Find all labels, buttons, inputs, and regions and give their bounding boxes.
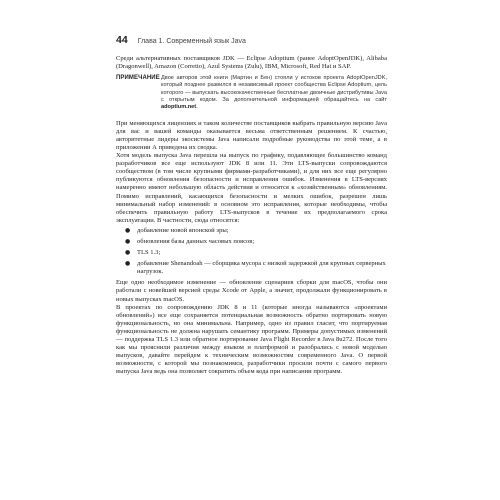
chapter-title: Глава 1. Современный язык Java bbox=[137, 38, 246, 45]
body-paragraph: В проектах по сопровождению JDK 8 и 11 (которые иногда называются «проектами обновлений») все еще сохраняется потенциальная возможность обратно портировать новую функциональность, но она минимальна. Например, одно из правил гласит, что портируемая функциональность не должна нарушать семантику программ. Примеры допустимых изменений — поддержка TLS 1.3 или обратное портирование Java Flight Recorder в Java 8u272. После того как мы прояснили различия между языком и платформой и разобрались с новой моделью выпусков, давайте перейдем к техническим возможностям современного Java. О первой возможности, с которой мы познакомимся, разработчики просили почти с самого первого выпуска Java ведь она позволяет сократить объем кода при написании программ. bbox=[116, 303, 387, 376]
list-item-text: добавление Shenandoah — сборщика мусора с низкой задержкой для крупных серверных нагрузок. bbox=[137, 260, 386, 276]
bullet-icon: ● bbox=[125, 237, 131, 245]
list-item bbox=[125, 260, 387, 276]
bullet-icon: ● bbox=[125, 260, 131, 268]
body-paragraph: Еще одно необходимое изменение — обновление сценариев сборки для macOS, чтобы они работали с новейшей версией среды Xcode от Apple, а значит, продолжали функционировать в новых выпусках macOS. bbox=[116, 279, 387, 303]
note-link[interactable]: adoptium.net bbox=[161, 104, 197, 111]
note-box bbox=[116, 75, 387, 111]
list-item-text: TLS 1.3; bbox=[137, 249, 161, 257]
list-item bbox=[125, 249, 387, 257]
list-item bbox=[125, 227, 387, 235]
body-paragraph: При меняющихся лицензиях и таком количестве поставщиков выбрать правильную версию Java для вас и вашей команды оказывается весьма ответственным решением. К счастью, авторитетные лидеры экосистемы Java написали подробные руководства по этой теме, а в приложении А приведена их сводка. bbox=[116, 119, 387, 151]
note-end: . bbox=[196, 104, 198, 111]
bullet-icon: ● bbox=[125, 226, 131, 234]
note-text: Двое авторов этой книги (Мартин и Бен) стояли у истоков проекта AdoptOpenJDK, который позднее развился в независимый проект сообщества Eclipse Adoptium, цель которого — выпускать высококачественные бесплатные двоичные дистрибутивы Java с открытым кодом. За дополнительной информацией обращайтесь на сайт bbox=[161, 75, 387, 104]
bullet-icon: ● bbox=[125, 249, 131, 257]
bullet-list bbox=[116, 227, 387, 276]
body-paragraph: Хотя модель выпуска Java перешла на выпуск по графику, подавляющее большинство команд разработчиков все еще используют JDK 8 или 11. Эти LTS-выпуски сопровождаются сообществом (в том числе крупными фирмами-разработчиками), и для них все еще регулярно публикуются обновления безопасности и исправления ошибок. Изменения в LTS-версиях намеренно имеют небольшую область действия и относятся к «хозяйственным» обновлениям. Помимо исправлений, касающихся безопасности и мелких ошибок, разрешен лишь минимальный набор изменений: в основном это исправления, которые необходимы, чтобы обеспечить правильную работу LTS-выпусков в течение их предполагаемого срока эксплуатации. В частности, сюда относятся: bbox=[116, 152, 387, 224]
note-text-block bbox=[161, 75, 387, 111]
page-header bbox=[116, 34, 416, 48]
page-content bbox=[116, 55, 387, 376]
list-item-text: обновления базы данных часовых поясов; bbox=[137, 237, 255, 245]
page-number: 44 bbox=[116, 34, 128, 46]
list-item-text: добавление новой японской эры; bbox=[137, 226, 229, 234]
intro-paragraph: Среди альтернативных поставщиков JDK — Eclipse Adoptium (ранее AdoptOpenJDK), Alibaba (Dragonwell), Amazon (Corretto), Azul Systems (Zulu), IBM, Microsoft, Red Hat и SAP. bbox=[116, 55, 387, 71]
note-label: ПРИМЕЧАНИЕ bbox=[116, 75, 160, 82]
list-item bbox=[125, 238, 387, 246]
